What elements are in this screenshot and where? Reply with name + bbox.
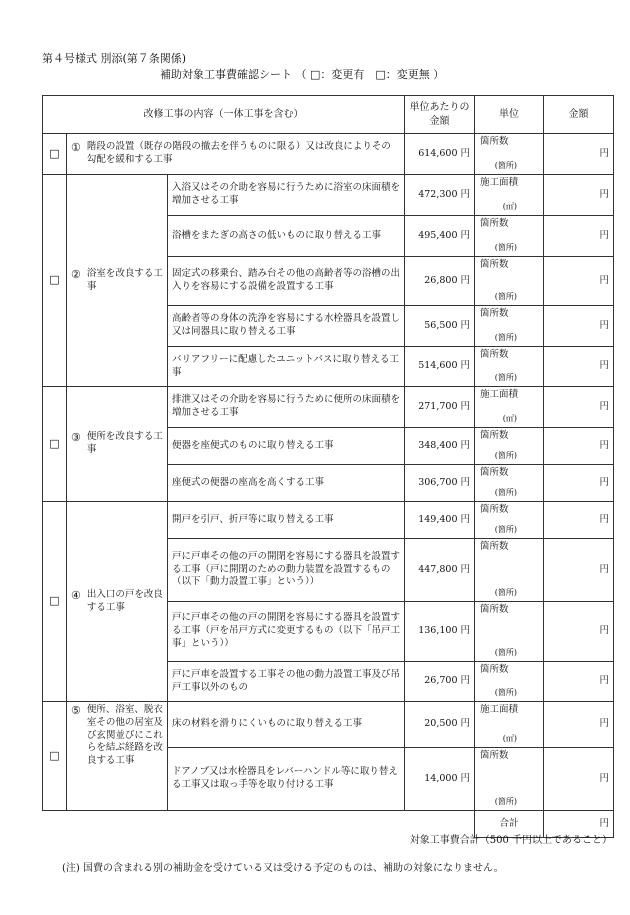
unit-type: 箇所数: [480, 136, 509, 147]
unit-price: 26,800 円: [405, 257, 475, 306]
work-description: バリアフリーに配慮したユニットバスに取り替える工事: [168, 347, 405, 387]
total-requirement-note: 対象工事費合計（500 千円以上であること）: [409, 835, 612, 846]
select-checkbox-2[interactable]: □: [43, 175, 67, 387]
form-number: 第４号様式 別添(第７条関係): [42, 52, 187, 65]
select-checkbox-3[interactable]: □: [43, 387, 67, 502]
amount-cell[interactable]: 円: [544, 702, 614, 748]
amount-cell[interactable]: 円: [544, 465, 614, 502]
unit-type: 施工面積: [480, 704, 519, 715]
sheet-title: 補助対象工事費確認シート （ □：変更有 □：変更無 ）: [160, 68, 445, 81]
category-name: 出入口の戸を改良する工事: [86, 588, 163, 613]
work-description: ドアノブ又は水栓器具をレバーハンドル等に取り替える工事又は取っ手等を取り付ける工事: [168, 748, 405, 811]
amount-cell[interactable]: 円: [544, 539, 614, 602]
cost-table: [42, 95, 614, 838]
unit-price: 614,600 円: [405, 134, 475, 175]
category-name: 階段の設置（既存の階段の撤去を伴うものに限る）又は改良によりその勾配を緩和する工事: [86, 141, 391, 165]
unit-price: 20,500 円: [405, 702, 475, 748]
unit-suffix: (箇所): [494, 243, 518, 253]
unit-suffix: (箇所): [494, 292, 518, 302]
unit-suffix: (箇所): [494, 488, 518, 498]
amount-cell[interactable]: 円: [544, 387, 614, 428]
unit-type: 箇所数: [480, 604, 509, 615]
table-row: [43, 175, 614, 216]
select-checkbox-5[interactable]: □: [43, 702, 67, 811]
unit-cell[interactable]: [475, 175, 544, 216]
amount-cell[interactable]: 円: [544, 175, 614, 216]
unit-type: 箇所数: [480, 430, 509, 441]
header-content: 改修工事の内容（一体工事を含む）: [43, 96, 405, 134]
unit-price: 136,100 円: [405, 602, 475, 662]
unit-cell[interactable]: [475, 662, 544, 702]
unit-price: 306,700 円: [405, 465, 475, 502]
unit-cell[interactable]: [475, 216, 544, 257]
amount-cell[interactable]: 円: [544, 134, 614, 175]
category-number: ⑤: [71, 704, 81, 717]
unit-price: 447,800 円: [405, 539, 475, 602]
work-description: 便器を座便式のものに取り替える工事: [168, 428, 405, 465]
unit-price: 14,000 円: [405, 748, 475, 811]
unit-type: 箇所数: [480, 541, 509, 552]
category-number: ③: [71, 431, 81, 445]
category-name: 浴室を改良する工事: [86, 267, 163, 292]
unit-cell[interactable]: [475, 134, 544, 175]
work-description: 開戸を引戸、折戸等に取り替える工事: [168, 502, 405, 539]
header-row: [43, 96, 614, 134]
work-description: 浴槽をまたぎの高さの低いものに取り替える工事: [168, 216, 405, 257]
category-number: ④: [71, 588, 81, 602]
unit-cell[interactable]: [475, 465, 544, 502]
work-description: 戸に戸車を設置する工事その他の動力設置工事及び吊戸工事以外のもの: [168, 662, 405, 702]
unit-suffix: (箇所): [494, 648, 518, 658]
unit-type: 箇所数: [480, 504, 509, 515]
table-row: [43, 702, 614, 748]
unit-price: 149,400 円: [405, 502, 475, 539]
unit-cell[interactable]: [475, 428, 544, 465]
header-unit: 単位: [475, 96, 544, 134]
category-name: 便所を改良する工事: [86, 431, 163, 455]
unit-price: 56,500 円: [405, 306, 475, 347]
unit-cell[interactable]: [475, 539, 544, 602]
table-row: [43, 502, 614, 539]
unit-price: 271,700 円: [405, 387, 475, 428]
amount-cell[interactable]: 円: [544, 748, 614, 811]
unit-suffix: (㎡): [502, 202, 518, 212]
unit-cell[interactable]: [475, 347, 544, 387]
unit-cell[interactable]: [475, 387, 544, 428]
footnote: (注) 国費の含まれる別の補助金を受けている又は受ける予定のものは、補助の対象になりません。: [62, 863, 504, 874]
unit-price: 26,700 円: [405, 662, 475, 702]
unit-cell[interactable]: [475, 257, 544, 306]
unit-suffix: (箇所): [494, 588, 518, 598]
unit-suffix: (㎡): [502, 734, 518, 744]
work-description: 戸に戸車その他の戸の開閉を容易にする器具を設置する工事（戸に開閉のための動力装置を設置するもの（以下「動力設置工事」という））: [168, 539, 405, 602]
unit-price: 348,400 円: [405, 428, 475, 465]
unit-cell[interactable]: [475, 602, 544, 662]
work-description: 戸に戸車その他の戸の開閉を容易にする器具を設置する工事（戸を吊戸方式に変更するもの（以下「吊戸工事」という））: [168, 602, 405, 662]
amount-cell[interactable]: 円: [544, 257, 614, 306]
unit-type: 箇所数: [480, 467, 509, 478]
header-unit-price: 単位あたりの金額: [405, 96, 475, 134]
category-number: ②: [71, 267, 81, 281]
unit-suffix: (箇所): [494, 161, 518, 171]
table-row: [43, 387, 614, 428]
unit-type: 箇所数: [480, 308, 509, 319]
amount-cell[interactable]: 円: [544, 602, 614, 662]
unit-cell[interactable]: [475, 502, 544, 539]
unit-type: 施工面積: [480, 389, 519, 400]
unit-suffix: (㎡): [502, 414, 518, 424]
amount-cell[interactable]: 円: [544, 502, 614, 539]
unit-cell[interactable]: [475, 748, 544, 811]
unit-suffix: (箇所): [494, 688, 518, 698]
amount-cell[interactable]: 円: [544, 216, 614, 257]
unit-cell[interactable]: [475, 306, 544, 347]
unit-cell[interactable]: [475, 702, 544, 748]
amount-cell[interactable]: 円: [544, 662, 614, 702]
unit-type: 箇所数: [480, 664, 509, 675]
unit-type: 施工面積: [480, 177, 519, 188]
header-amount: 金額: [544, 96, 614, 134]
work-description: 高齢者等の身体の洗浄を容易にする水栓器具を設置し又は同器具に取り替える工事: [168, 306, 405, 347]
select-checkbox-1[interactable]: □: [43, 134, 67, 175]
category-name: 便所、浴室、脱衣室その他の居室及び玄関並びにこれらを結ぶ経路を改良する工事: [86, 704, 163, 767]
unit-price: 514,600 円: [405, 347, 475, 387]
category-number: ①: [71, 141, 81, 155]
unit-type: 箇所数: [480, 349, 509, 360]
work-description: 床の材料を滑りにくいものに取り替える工事: [168, 702, 405, 748]
unit-suffix: (箇所): [494, 333, 518, 343]
unit-suffix: (箇所): [494, 797, 518, 807]
unit-type: 箇所数: [480, 259, 509, 270]
work-description: 座便式の便器の座高を高くする工事: [168, 465, 405, 502]
total-label: 合計: [475, 811, 544, 838]
unit-suffix: (箇所): [494, 451, 518, 461]
total-amount-cell[interactable]: 円: [544, 811, 614, 838]
unit-suffix: (箇所): [494, 373, 518, 383]
work-description: 排泄又はその介助を容易に行うために便所の床面積を増加させる工事: [168, 387, 405, 428]
select-checkbox-4[interactable]: □: [43, 502, 67, 702]
unit-type: 箇所数: [480, 750, 509, 761]
work-description: 固定式の移乗台、踏み台その他の高齢者等の浴槽の出入りを容易にする設備を設置する工事: [168, 257, 405, 306]
table-row: [43, 134, 614, 175]
unit-suffix: (箇所): [494, 525, 518, 535]
amount-cell[interactable]: 円: [544, 347, 614, 387]
unit-price: 472,300 円: [405, 175, 475, 216]
work-description: 入浴又はその介助を容易に行うために浴室の床面積を増加させる工事: [168, 175, 405, 216]
amount-cell[interactable]: 円: [544, 306, 614, 347]
unit-type: 箇所数: [480, 218, 509, 229]
amount-cell[interactable]: 円: [544, 428, 614, 465]
unit-price: 495,400 円: [405, 216, 475, 257]
